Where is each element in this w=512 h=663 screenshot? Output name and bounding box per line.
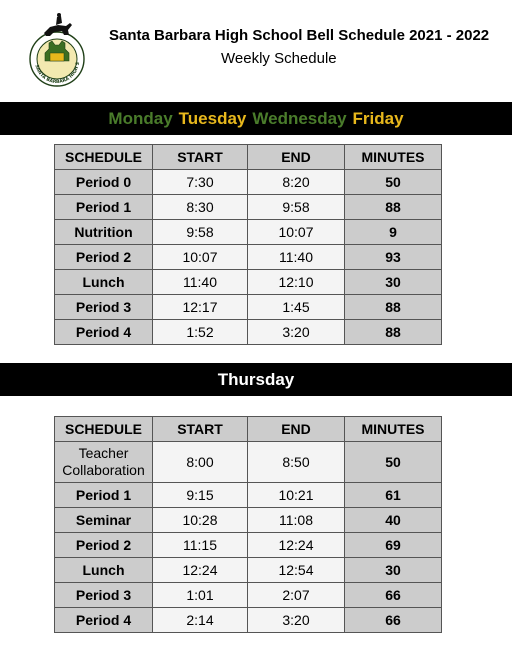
- table-row: [55, 320, 442, 345]
- cell-start: 1:52: [153, 320, 248, 345]
- table-row: [55, 508, 442, 533]
- page-subtitle: Weekly Schedule: [221, 50, 337, 67]
- cell-start: 12:17: [153, 295, 248, 320]
- day-label-wednesday: Wednesday: [252, 108, 347, 128]
- cell-schedule: Period 1: [55, 195, 153, 220]
- cell-schedule: Lunch: [55, 558, 153, 583]
- cell-start: 10:28: [153, 508, 248, 533]
- schedule-table-thursday: [54, 416, 442, 633]
- header-end: END: [248, 417, 345, 442]
- header-schedule: SCHEDULE: [55, 145, 153, 170]
- cell-schedule: Period 3: [55, 295, 153, 320]
- table-header-row: [55, 417, 442, 442]
- cell-schedule: Nutrition: [55, 220, 153, 245]
- cell-start: 2:14: [153, 608, 248, 633]
- header-start: START: [153, 417, 248, 442]
- header-minutes: MINUTES: [345, 417, 442, 442]
- cell-end: 8:50: [248, 442, 345, 483]
- cell-end: 10:07: [248, 220, 345, 245]
- cell-minutes: 88: [345, 320, 442, 345]
- cell-minutes: 66: [345, 583, 442, 608]
- cell-start: 8:00: [153, 442, 248, 483]
- cell-minutes: 9: [345, 220, 442, 245]
- cell-minutes: 50: [345, 170, 442, 195]
- table-row: [55, 245, 442, 270]
- table-row: [55, 270, 442, 295]
- header-minutes: MINUTES: [345, 145, 442, 170]
- day-label-tuesday: Tuesday: [178, 108, 247, 128]
- cell-minutes: 40: [345, 508, 442, 533]
- cell-end: 12:10: [248, 270, 345, 295]
- days-banner-mtwf: [0, 102, 512, 135]
- cell-schedule: Period 2: [55, 533, 153, 558]
- cell-minutes: 50: [345, 442, 442, 483]
- cell-minutes: 88: [345, 195, 442, 220]
- cell-schedule: Lunch: [55, 270, 153, 295]
- table-row: [55, 442, 442, 483]
- cell-end: 8:20: [248, 170, 345, 195]
- cell-end: 3:20: [248, 320, 345, 345]
- cell-end: 11:08: [248, 508, 345, 533]
- cell-start: 10:07: [153, 245, 248, 270]
- cell-schedule: [55, 442, 153, 483]
- table-row: [55, 533, 442, 558]
- schedule-table-mtwf: [54, 144, 442, 345]
- table-row: [55, 220, 442, 245]
- cell-start: 12:24: [153, 558, 248, 583]
- cell-minutes: 66: [345, 608, 442, 633]
- table-row: [55, 170, 442, 195]
- cell-schedule-line1: Teacher: [78, 445, 129, 461]
- cell-start: 9:15: [153, 483, 248, 508]
- cell-start: 8:30: [153, 195, 248, 220]
- cell-start: 11:40: [153, 270, 248, 295]
- table-row: [55, 558, 442, 583]
- cell-schedule: Seminar: [55, 508, 153, 533]
- cell-end: 12:54: [248, 558, 345, 583]
- cell-minutes: 93: [345, 245, 442, 270]
- cell-schedule: Period 0: [55, 170, 153, 195]
- cell-schedule-line2: Collaboration: [62, 462, 145, 478]
- cell-schedule: Period 4: [55, 608, 153, 633]
- cell-start: 9:58: [153, 220, 248, 245]
- school-seal-logo: [28, 11, 86, 87]
- day-label-thursday: Thursday: [217, 369, 295, 389]
- cell-minutes: 88: [345, 295, 442, 320]
- cell-end: 2:07: [248, 583, 345, 608]
- table-header-row: [55, 145, 442, 170]
- cell-start: 11:15: [153, 533, 248, 558]
- cell-end: 11:40: [248, 245, 345, 270]
- table-row: [55, 583, 442, 608]
- day-label-monday: Monday: [108, 108, 173, 128]
- table-row: [55, 483, 442, 508]
- cell-end: 1:45: [248, 295, 345, 320]
- cell-schedule: Period 1: [55, 483, 153, 508]
- cell-end: 3:20: [248, 608, 345, 633]
- table-row: [55, 195, 442, 220]
- cell-minutes: 61: [345, 483, 442, 508]
- cell-start: 7:30: [153, 170, 248, 195]
- cell-end: 9:58: [248, 195, 345, 220]
- table-row: [55, 608, 442, 633]
- header-schedule: SCHEDULE: [55, 417, 153, 442]
- cell-end: 10:21: [248, 483, 345, 508]
- table-row: [55, 295, 442, 320]
- cell-schedule: Period 3: [55, 583, 153, 608]
- page-title: Santa Barbara High School Bell Schedule 2021 - 2022: [109, 27, 490, 44]
- cell-minutes: 30: [345, 270, 442, 295]
- cell-end: 12:24: [248, 533, 345, 558]
- header-end: END: [248, 145, 345, 170]
- header-start: START: [153, 145, 248, 170]
- cell-schedule: Period 4: [55, 320, 153, 345]
- days-banner-thursday: [0, 363, 512, 396]
- cell-minutes: 69: [345, 533, 442, 558]
- cell-schedule: Period 2: [55, 245, 153, 270]
- logo-arc-text: SANTA BARBARA HIGH S: [33, 61, 82, 86]
- day-label-friday: Friday: [352, 108, 404, 128]
- cell-minutes: 30: [345, 558, 442, 583]
- cell-start: 1:01: [153, 583, 248, 608]
